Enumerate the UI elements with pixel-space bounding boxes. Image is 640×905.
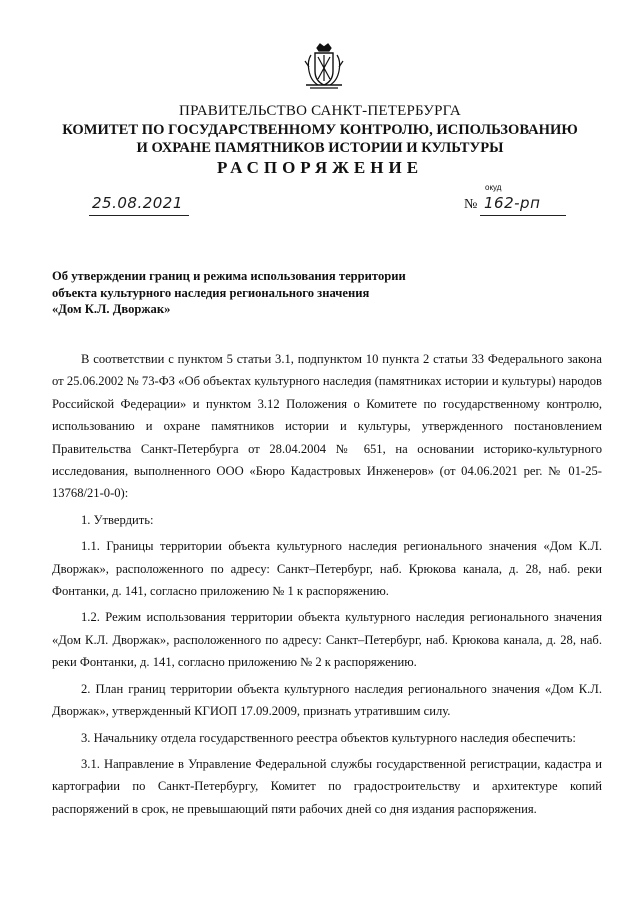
clause-2: 2. План границ территории объекта культурного наследия регионального значения «Дом К.Л. Дворжак», утвержденный КГИОП 17.09.2009, признать утратившим силу. (52, 681, 602, 719)
handwritten-number: 162-рп (484, 194, 541, 212)
title-line-1: Об утверждении границ и режима использования территории (52, 269, 406, 283)
clause-3-1: 3.1. Направление в Управление Федеральной службы государственной регистрации, кадастра и картографии по Санкт-Петербургу, Комитет по градостроительству и архитектуре копий распоряжений в срок, не превышающий пяти рабочих дней со дня издания распоряжения. (52, 756, 602, 816)
number-sign: № (464, 197, 478, 212)
title-line-2: объекта культурного наследия регионального значения (52, 285, 370, 300)
document-title (52, 268, 472, 318)
number-underline (480, 215, 566, 216)
clause-3: 3. Начальнику отдела государственного реестра объектов культурного наследия обеспечить: (81, 730, 576, 745)
clause-1-1: 1.1. Границы территории объекта культурного наследия регионального значения «Дом К.Л. Дворжак», расположенного по адресу: Санкт–Петербург, наб. Крюкова канала, д. 28, наб. реки Фонтанки, д. 141, согласно приложению № 1 к распоряжению. (52, 539, 602, 599)
number-field (462, 194, 566, 216)
coat-of-arms-icon (301, 41, 347, 91)
date-field (89, 194, 189, 216)
document-type: РАСПОРЯЖЕНИЕ (216, 158, 424, 177)
government-name: ПРАВИТЕЛЬСТВО САНКТ-ПЕТЕРБУРГА (179, 103, 461, 119)
committee-name-line-2: И ОХРАНЕ ПАМЯТНИКОВ ИСТОРИИ И КУЛЬТУРЫ (136, 140, 504, 156)
clause-1-2: 1.2. Режим использования территории объекта культурного наследия регионального значения «Дом К.Л. Дворжак», расположенного по адресу: Санкт–Петербург, наб. Крюкова канала, д. 28, наб. реки Фонтанки, д. 141, согласно приложению № 2 к распоряжению. (52, 610, 602, 670)
date-underline (89, 215, 189, 216)
committee-name-line-1: КОМИТЕТ ПО ГОСУДАРСТВЕННОМУ КОНТРОЛЮ, ИСПОЛЬЗОВАНИЮ (62, 122, 578, 138)
committee-name (40, 121, 600, 157)
clause-1: 1. Утвердить: (81, 512, 154, 527)
preamble-paragraph: В соответствии с пунктом 5 статьи 3.1, подпунктом 10 пункта 2 статьи 33 Федерального закона от 25.06.2002 № 73-ФЗ «Об объектах культурного наследия (памятниках истории и культуры) народов Российской Федерации» и пунктом 3.12 Положения о Комитете по государственному контролю, использованию и охране памятников истории и культуры, утвержденного постановлением Правительства Санкт-Петербурга от 28.04.2004 № 651, на основании историко-культурного исследования, выполненного ООО «Бюро Кадастровых Инженеров» (от 04.06.2021 рег. № 01-25-13768/21-0-0): (52, 352, 602, 501)
okud-label: окуд (485, 183, 502, 192)
handwritten-date: 25.08.2021 (92, 194, 183, 212)
document-body (52, 348, 602, 820)
title-line-3: «Дом К.Л. Дворжак» (52, 302, 171, 316)
